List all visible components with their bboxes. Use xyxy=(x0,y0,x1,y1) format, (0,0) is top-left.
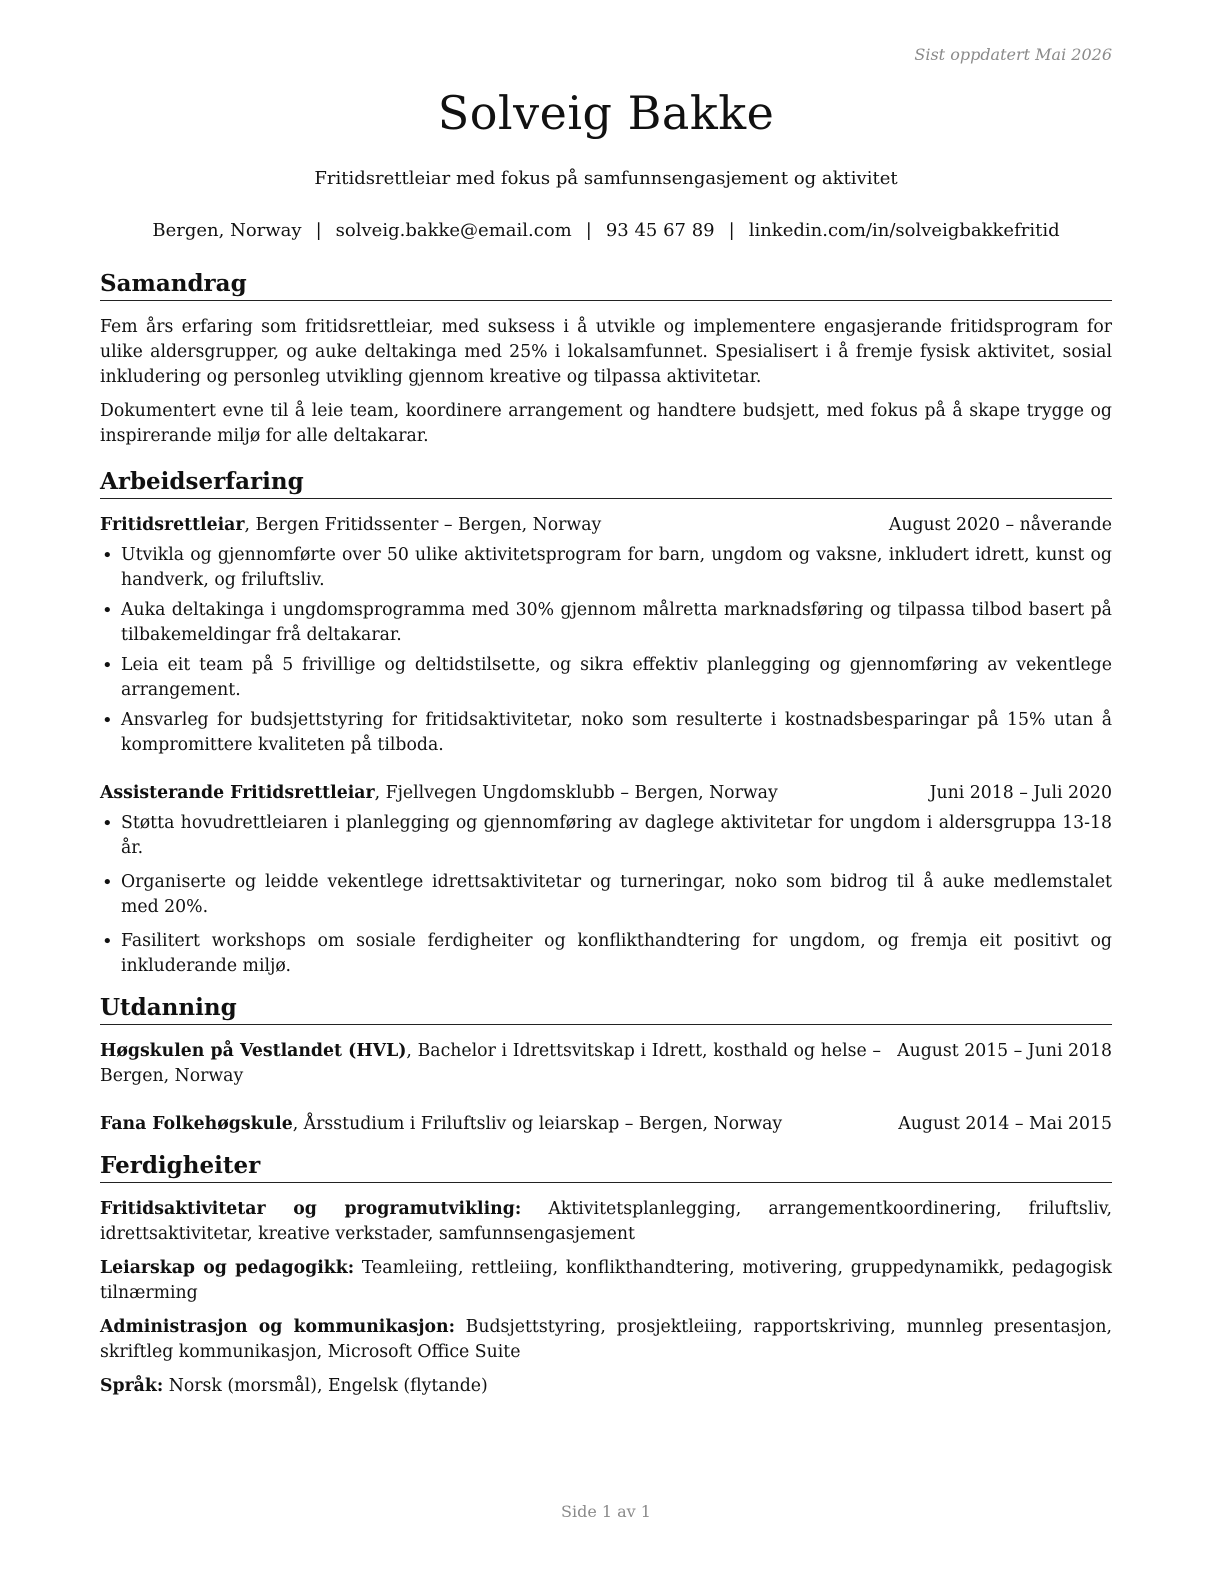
job-organization: , Bergen Fritidssenter – Bergen, Norway xyxy=(244,515,602,535)
section-title-summary: Samandrag xyxy=(100,268,1112,301)
job-bullet: • Fasilitert workshops om sosiale ferdigheiter og konflikthandtering for ungdom, og fremja eit positivt og inkluderande miljø. xyxy=(100,929,1112,979)
education-school: Fana Folkehøgskule xyxy=(100,1114,293,1134)
skill-label: Fritidsaktivitetar og programutvikling: xyxy=(100,1199,522,1219)
skill-text: Budsjettstyring, prosjektleiing, rapportskriving, munnleg presentasjon, skriftleg kommunikasjon, Microsoft Office Suite xyxy=(100,1317,1112,1362)
contact-linkedin[interactable]: linkedin.com/in/solveigbakkefritid xyxy=(748,220,1060,241)
education-detail: , Årsstudium i Friluftsliv og leiarskap – Bergen, Norway xyxy=(292,1114,783,1134)
page-number: Side 1 av 1 xyxy=(561,1502,651,1521)
resume-content xyxy=(100,268,1112,1399)
job-dates: August 2020 – nåverande xyxy=(888,515,1112,535)
job-bullet: • Leia eit team på 5 frivillige og deltidstilsette, og sikra effektiv planlegging og gjennomføring av vekentlege arrangement. xyxy=(100,653,1112,703)
education-dates: August 2014 – Mai 2015 xyxy=(898,1114,1112,1134)
education-item xyxy=(100,1039,1112,1089)
education-title-line xyxy=(100,1112,782,1137)
job-title-line xyxy=(100,781,778,806)
tagline: Fritidsrettleiar med fokus på samfunnsengasjement og aktivitet xyxy=(314,168,898,189)
job-bullet: • Organiserte og leidde vekentlege idrettsaktivitetar og turneringar, noko som bidrog til å auke medlemstalet med 20%. xyxy=(100,870,1112,920)
job-header xyxy=(100,781,1112,806)
resume-page xyxy=(100,0,1112,1584)
contact-phone: 93 45 67 89 xyxy=(605,220,715,241)
job-organization: , Fjellvegen Ungdomsklubb – Bergen, Norway xyxy=(374,783,778,803)
skill-line xyxy=(100,1315,1112,1365)
skill-text: Norsk (morsmål), Engelsk (flytande) xyxy=(163,1376,488,1396)
candidate-name: Solveig Bakke xyxy=(437,86,775,140)
job-role: Assisterande Fritidsrettleiar xyxy=(100,783,375,803)
section-title-skills: Ferdigheiter xyxy=(100,1150,1112,1183)
contact-separator: | xyxy=(585,220,592,241)
skill-label: Leiarskap og pedagogikk: xyxy=(100,1258,355,1278)
contact-line xyxy=(100,220,1112,241)
summary-paragraph: Fem års erfaring som fritidsrettleiar, med suksess i å utvikle og implementere engasjerande fritidsprogram for ulike aldersgrupper, og auke deltakinga med 25% i lokalsamfunnet. Spesialisert i å fremje fysisk aktivitet, sosial inkludering og personleg utvikling gjennom kreative og tilpassa aktivitetar. xyxy=(100,317,1112,387)
job-bullet: • Ansvarleg for budsjettstyring for fritidsaktivitetar, noko som resulterte i kostnadsbesparingar på 15% utan å kompromittere kvaliteten på tilboda. xyxy=(100,708,1112,758)
skill-line xyxy=(100,1197,1112,1247)
job-bullets xyxy=(100,543,1112,758)
education-detail: , Bachelor i Idrettsvitskap i Idrett, kosthald og helse – Bergen, Norway xyxy=(100,1041,882,1086)
skill-label: Språk: xyxy=(100,1376,164,1396)
section-title-education: Utdanning xyxy=(100,992,1112,1025)
job-title-line xyxy=(100,513,601,538)
skill-label: Administrasjon og kommunikasjon: xyxy=(100,1317,455,1337)
last-updated: Sist oppdatert Mai 2026 xyxy=(914,45,1112,64)
job-bullet: • Utvikla og gjennomførte over 50 ulike aktivitetsprogram for barn, ungdom og vaksne, inkludert idrett, kunst og handverk, og friluftsliv. xyxy=(100,543,1112,593)
job-role: Fritidsrettleiar xyxy=(100,515,245,535)
education-item xyxy=(100,1112,1112,1137)
education-title-line xyxy=(100,1039,881,1089)
skill-line xyxy=(100,1374,1112,1399)
summary-paragraph: Dokumentert evne til å leie team, koordinere arrangement og handtere budsjett, med fokus på å skape trygge og inspirerande miljø for alle deltakarar. xyxy=(100,401,1112,446)
skill-text: Aktivitetsplanlegging, arrangementkoordinering, friluftsliv, idrettsaktivitetar, kreative verkstader, samfunnsengasjement xyxy=(100,1199,1112,1244)
skill-text: Teamleiing, rettleiing, konflikthandtering, motivering, gruppedynamikk, pedagogisk tilnærming xyxy=(100,1258,1113,1303)
contact-separator: | xyxy=(728,220,735,241)
job-bullet: • Auka deltakinga i ungdomsprogramma med 30% gjennom målretta marknadsføring og tilpassa tilbod basert på tilbakemeldingar frå deltakarar. xyxy=(100,598,1112,648)
job-bullet: • Støtta hovudrettleiaren i planlegging og gjennomføring av daglege aktivitetar for ungdom i aldersgruppa 13-18 år. xyxy=(100,811,1112,861)
contact-separator: | xyxy=(315,220,322,241)
contact-location: Bergen, Norway xyxy=(152,220,302,241)
job-dates: Juni 2018 – Juli 2020 xyxy=(929,783,1112,803)
education-school: Høgskulen på Vestlandet (HVL) xyxy=(100,1041,407,1061)
skill-line xyxy=(100,1256,1112,1306)
section-title-experience: Arbeidserfaring xyxy=(100,466,1112,499)
contact-email[interactable]: solveig.bakke@email.com xyxy=(335,220,572,241)
education-dates: August 2015 – Juni 2018 xyxy=(897,1041,1112,1061)
job-bullets xyxy=(100,811,1112,979)
job-header xyxy=(100,513,1112,538)
